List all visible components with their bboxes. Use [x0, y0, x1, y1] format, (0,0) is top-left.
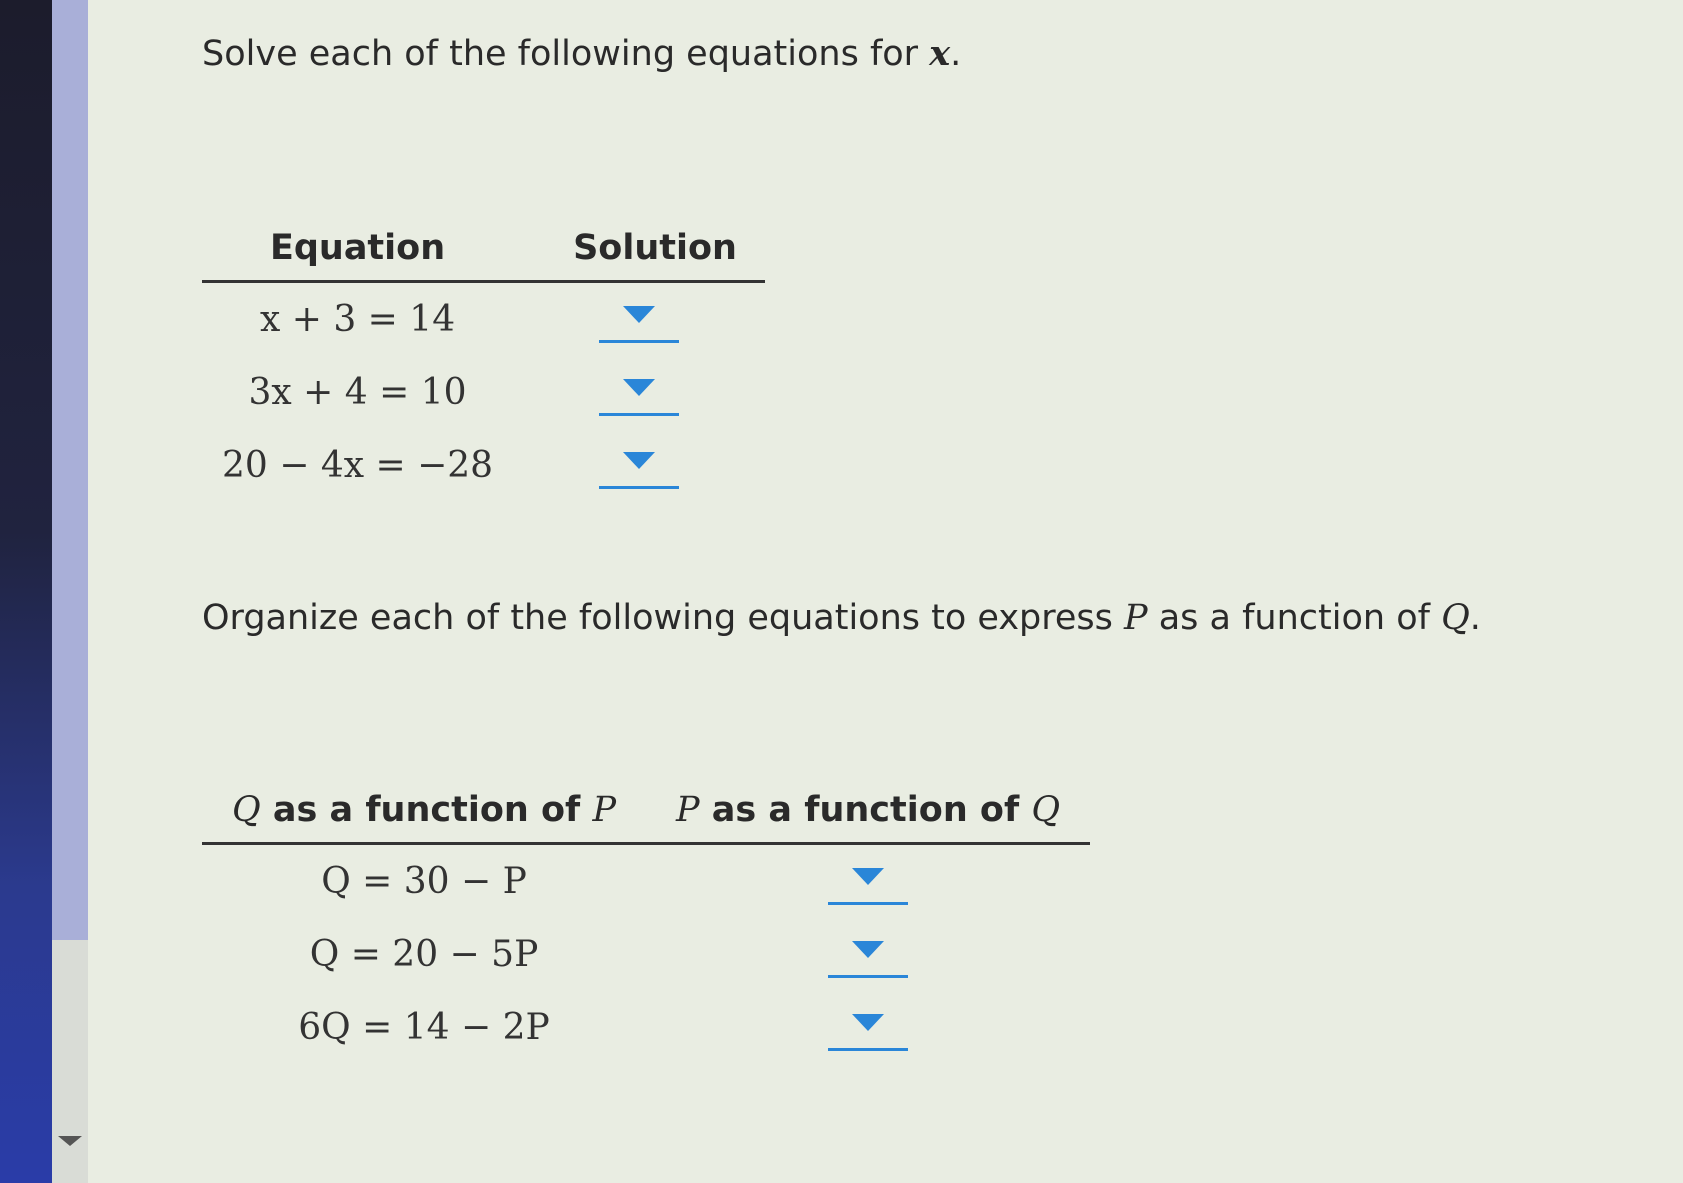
solution-dropdown[interactable] [599, 296, 679, 343]
equation-cell: x + 3 = 14 [259, 299, 456, 340]
q-of-p-header: Q as a function of P [202, 790, 646, 844]
screen-edge [0, 0, 52, 1183]
table-row [202, 844, 1090, 919]
table-row [202, 429, 765, 502]
equation-cell: 6Q = 14 − 2P [298, 1007, 550, 1048]
scroll-down-arrow-icon[interactable] [58, 1136, 82, 1146]
equation-cell: Q = 30 − P [321, 861, 527, 902]
solution-dropdown[interactable] [599, 442, 679, 489]
function-dropdown[interactable] [828, 931, 908, 978]
part2-instruction: Organize each of the following equations to express P as a function of Q. [202, 598, 1481, 638]
solution-header: Solution [513, 228, 765, 282]
equation-cell: 3x + 4 = 10 [248, 372, 467, 413]
table-row [202, 282, 765, 357]
solution-dropdown[interactable] [599, 369, 679, 416]
function-table [202, 790, 1090, 1064]
p-of-q-header: P as a function of Q [646, 790, 1090, 844]
equation-cell: 20 − 4x = −28 [222, 445, 494, 486]
equation-cell: Q = 20 − 5P [309, 934, 539, 975]
function-dropdown[interactable] [828, 858, 908, 905]
question-content [88, 0, 1683, 1183]
table-row [202, 356, 765, 429]
scrollbar-thumb[interactable] [52, 0, 88, 940]
vertical-scrollbar[interactable] [52, 0, 88, 1183]
part1-instruction: Solve each of the following equations for x. [202, 33, 962, 74]
table-row [202, 918, 1090, 991]
table-row [202, 991, 1090, 1064]
equation-header: Equation [202, 228, 513, 282]
equation-solution-table [202, 228, 765, 502]
function-dropdown[interactable] [828, 1004, 908, 1051]
